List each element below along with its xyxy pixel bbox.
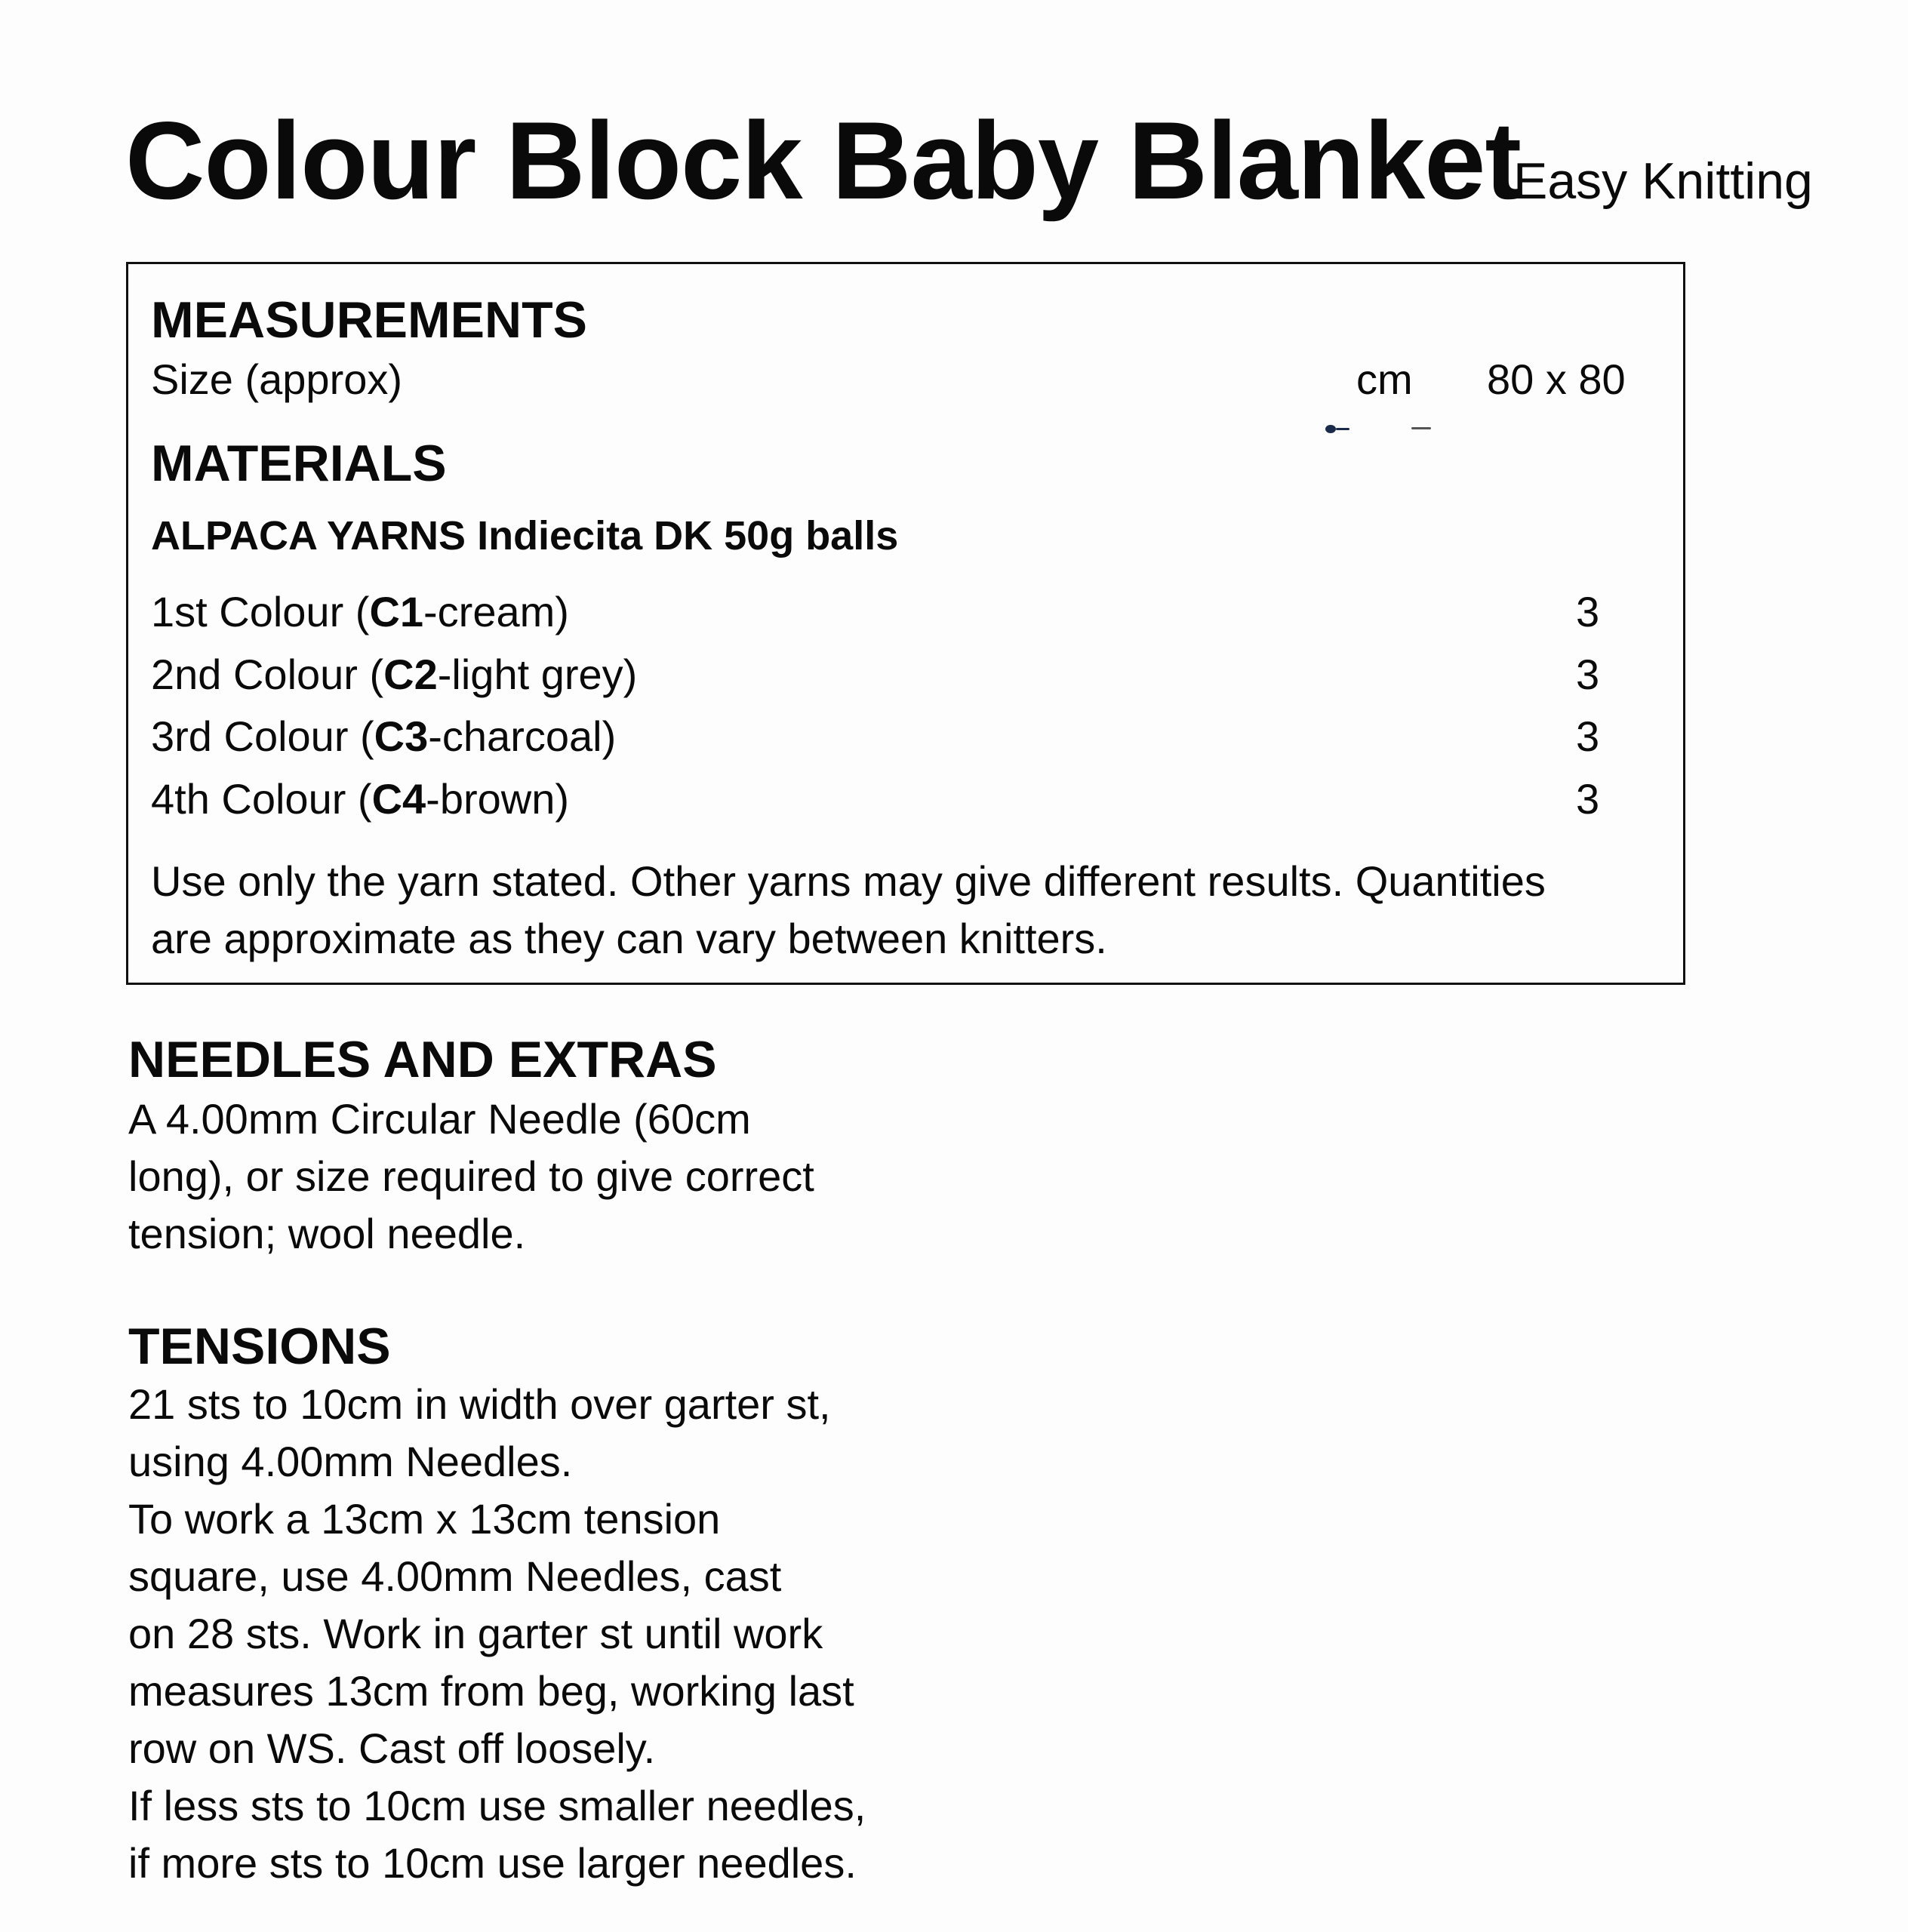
difficulty-label: Easy Knitting: [1513, 152, 1813, 210]
tensions-line: measures 13cm from beg, working last: [128, 1667, 854, 1715]
measurements-heading: MEASUREMENTS: [151, 291, 588, 349]
tensions-line: To work a 13cm x 13cm tension: [128, 1495, 721, 1543]
tensions-line: on 28 sts. Work in garter st until work: [128, 1610, 823, 1657]
colour-qty-1: 3: [1576, 588, 1600, 635]
ink-speck: [1325, 425, 1336, 433]
colour-row-2: 2nd Colour (C2-light grey): [151, 651, 638, 698]
needles-heading: NEEDLES AND EXTRAS: [128, 1031, 717, 1088]
tensions-line: if more sts to 10cm use larger needles.: [128, 1839, 857, 1887]
needles-text: [128, 1091, 814, 1263]
needles-line: A 4.00mm Circular Needle (60cm: [128, 1095, 751, 1143]
size-value: 80 x 80: [1487, 355, 1626, 403]
needles-line: long), or size required to give correct: [128, 1152, 814, 1200]
pattern-title: Colour Block Baby Blanket: [125, 99, 1522, 222]
needles-line: tension; wool needle.: [128, 1210, 526, 1257]
ink-speck: [1336, 428, 1349, 430]
materials-heading: MATERIALS: [151, 435, 447, 492]
colour-qty-2: 3: [1576, 651, 1600, 698]
ink-speck: [1411, 427, 1431, 429]
colour-row-3: 3rd Colour (C3-charcoal): [151, 712, 617, 760]
yarn-note-line: Use only the yarn stated. Other yarns may give different results. Quantities: [151, 857, 1546, 905]
yarn-note: [151, 853, 1546, 968]
tensions-heading: TENSIONS: [128, 1318, 391, 1375]
tensions-line: row on WS. Cast off loosely.: [128, 1724, 656, 1772]
tensions-line: square, use 4.00mm Needles, cast: [128, 1552, 782, 1600]
colour-row-1: 1st Colour (C1-cream): [151, 588, 569, 635]
colour-qty-4: 3: [1576, 775, 1600, 823]
tensions-text: [128, 1376, 866, 1892]
size-label: Size (approx): [151, 355, 403, 403]
colour-qty-3: 3: [1576, 712, 1600, 760]
size-unit: cm: [1356, 355, 1413, 403]
yarn-note-line: are approximate as they can vary between knitters.: [151, 915, 1107, 962]
colour-row-4: 4th Colour (C4-brown): [151, 775, 569, 823]
tensions-line: using 4.00mm Needles.: [128, 1438, 573, 1485]
tensions-line: 21 sts to 10cm in width over garter st,: [128, 1380, 831, 1428]
yarn-name: ALPACA YARNS Indiecita DK 50g balls: [151, 513, 899, 558]
tensions-line: If less sts to 10cm use smaller needles,: [128, 1782, 866, 1829]
